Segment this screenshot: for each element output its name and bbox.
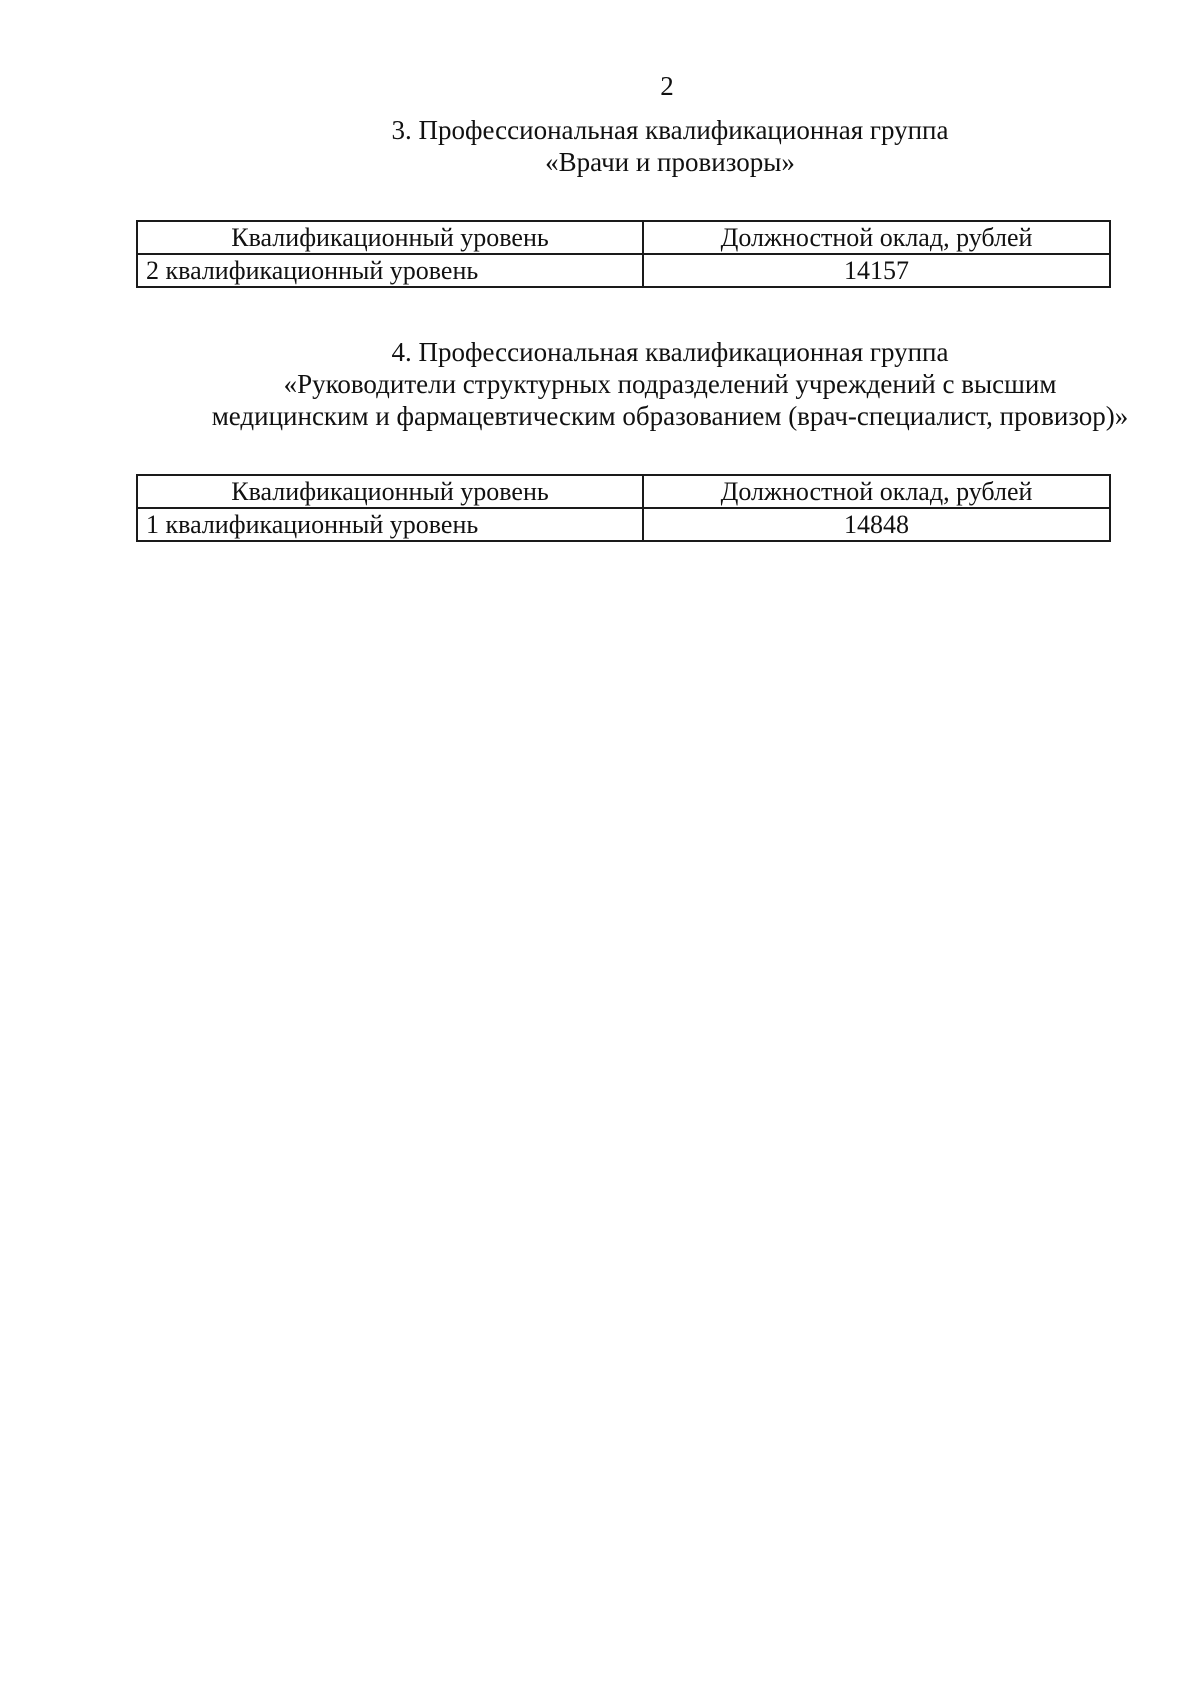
section-4-heading-line: 4. Профессиональная квалификационная группа (391, 337, 949, 367)
section-4-salary-table (136, 474, 1111, 542)
cell-level: 2 квалификационный уровень (137, 254, 643, 287)
section-3-salary-table (136, 220, 1111, 288)
column-header-level: Квалификационный уровень (137, 221, 643, 254)
table-header-row (137, 475, 1110, 508)
page-number: 2 (660, 71, 674, 101)
table-row (137, 254, 1110, 287)
column-header-salary: Должностной оклад, рублей (643, 221, 1110, 254)
section-4-heading-line: медицинским и фармацевтическим образованием (врач-специалист, провизор)» (211, 401, 1129, 431)
section-3-heading-line: 3. Профессиональная квалификационная группа (391, 115, 949, 145)
table-header-row (137, 221, 1110, 254)
table-row (137, 508, 1110, 541)
column-header-level: Квалификационный уровень (137, 475, 643, 508)
section-4-heading (0, 336, 1200, 432)
section-3-heading (0, 114, 1200, 178)
column-header-salary: Должностной оклад, рублей (643, 475, 1110, 508)
section-3-heading-line: «Врачи и провизоры» (545, 147, 795, 177)
cell-level: 1 квалификационный уровень (137, 508, 643, 541)
section-4-heading-line: «Руководители структурных подразделений учреждений с высшим (283, 369, 1057, 399)
cell-salary: 14848 (643, 508, 1110, 541)
cell-salary: 14157 (643, 254, 1110, 287)
